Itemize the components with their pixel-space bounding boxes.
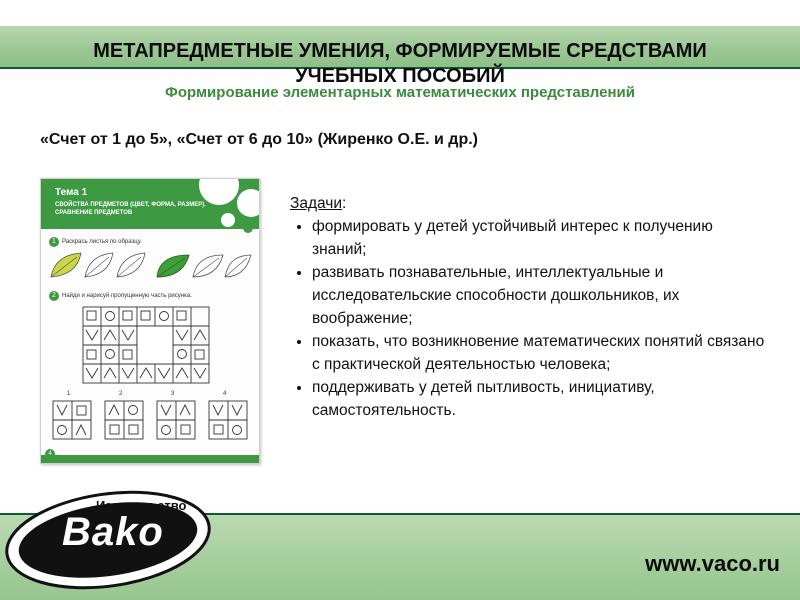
book-topic: Тема 1 [55,187,88,198]
task-item: • показать, что возникновение математических понятий связано с практической деятельностью человека; [312,330,770,376]
task-item: • формировать у детей устойчивый интерес к получению знаний; [312,215,770,261]
book-task-1 [49,237,142,247]
tasks-heading: Задачи [290,195,343,212]
pattern-grid-illustration [81,305,211,385]
leaf-icon [117,253,145,277]
slide-subtitle: Формирование элементарных математических представлений [165,84,635,101]
answer-options-illustration [51,399,257,443]
book-page-footer [41,455,259,463]
leaf-icon [157,255,189,277]
leaf-icon [225,255,251,277]
brand-name: Bako [62,510,164,554]
slide-title: МЕТАПРЕДМЕТНЫЕ УМЕНИЯ, ФОРМИРУЕМЫЕ СРЕДСТВАМИ УЧЕБНЫХ ПОСОБИЙ [93,40,707,87]
decor-dot [221,213,235,227]
leaf-icon [85,253,113,277]
leaves-illustration [47,249,253,283]
book-reference: «Счет от 1 до 5», «Счет от 6 до 10» (Жиренко О.Е. и др.) [40,131,478,148]
leaf-icon [193,255,223,277]
task-text: Найди и нарисуй пропущенную часть рисунка. [62,293,192,299]
leaf-icon [51,253,81,277]
option-label: 2 [119,391,123,397]
website-link[interactable]: www.vaco.ru [645,551,780,576]
book-page-number: 4 [45,449,55,459]
publisher-label: Издательство [96,498,187,513]
tasks-block [290,192,770,422]
book-page-image [40,178,260,464]
tasks-heading-row [290,192,770,215]
task-text: Раскрась листья по образцу. [62,239,142,245]
book-topic-title: СВОЙСТВА ПРЕДМЕТОВ (ЦВЕТ, ФОРМА, РАЗМЕР). СРАВНЕНИЕ ПРЕДМЕТОВ [55,202,206,216]
task-number: 1 [49,237,59,247]
tasks-heading-colon: : [342,195,347,212]
decor-dot [237,189,260,217]
option-label: 1 [67,391,71,397]
task-number: 2 [49,291,59,301]
book-task-2 [49,291,192,301]
task-item: • поддерживать у детей пытливость, инициативу, самостоятельность. [312,376,770,422]
tasks-list [290,215,770,422]
task-item: • развивать познавательные, интеллектуальные и исследовательские способности дошкольников, их воображение; [312,261,770,330]
option-label: 3 [171,391,175,397]
option-label: 4 [223,391,227,397]
decor-dot [243,223,253,233]
